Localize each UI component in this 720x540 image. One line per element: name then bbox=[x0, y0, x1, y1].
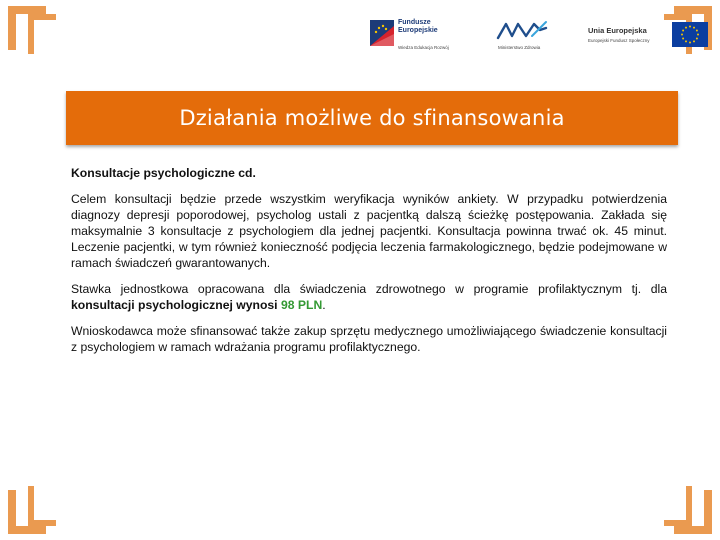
unit-rate-end: . bbox=[322, 298, 326, 312]
corner-bracket-bottom-left-inner bbox=[28, 486, 56, 526]
paragraph-consultation-goal: Celem konsultacji będzie przede wszystkim weryfikacja wyników ankiety. W przypadku potwierdzenia diagnozy depresji poporodowej, psycholog ustali z pacjentką dalszą ścieżkę postępowania. Zakłada się maksymalnie 3 konsultacje z psychologiem dla jednej pacjentki. Konsultacja powinna trwać ok. 45 minut. Leczenie pacjentki, w tym również konieczność podjęcia leczenia farmakologicznego, będzie podejmowane w ramach świadczeń gwarantowanych. bbox=[71, 192, 667, 270]
paragraph-equipment: Wnioskodawca może sfinansować także zakup sprzętu medycznego umożliwiającego świadczenie konsultacji z psychologiem w ramach wdrażania programu profilaktycznego. bbox=[71, 324, 667, 354]
european-funds-line2: Europejskie bbox=[398, 27, 438, 34]
slide-title: Działania możliwe do sfinansowania bbox=[179, 106, 565, 130]
unit-rate-amount: 98 PLN bbox=[280, 298, 323, 312]
title-banner bbox=[66, 91, 678, 145]
corner-bracket-top-left-inner bbox=[28, 14, 56, 54]
ministry-logo bbox=[496, 18, 556, 54]
ministry-wave-icon bbox=[496, 18, 548, 44]
slide-content bbox=[71, 165, 667, 365]
european-funds-line1: Fundusze bbox=[398, 19, 431, 26]
ministry-subtitle: Ministerstwo Zdrowia bbox=[498, 45, 541, 50]
european-funds-icon bbox=[370, 20, 394, 46]
section-subheading: Konsultacje psychologiczne cd. bbox=[71, 166, 256, 180]
eu-flag-icon bbox=[672, 22, 708, 47]
eu-subtitle: Europejski Fundusz Społeczny bbox=[588, 38, 650, 43]
european-funds-name bbox=[398, 19, 438, 35]
eu-title: Unia Europejska bbox=[588, 26, 647, 35]
logo-strip bbox=[366, 14, 712, 58]
european-funds-subtitle: Wiedza Edukacja Rozwój bbox=[398, 45, 449, 50]
european-funds-logo bbox=[370, 18, 486, 54]
eu-logo bbox=[588, 18, 710, 54]
corner-bracket-bottom-right-inner bbox=[664, 486, 692, 526]
unit-rate-text: Stawka jednostkowa opracowana dla świadczenia zdrowotnego w programie profilaktycznym tj. dla bbox=[71, 282, 667, 296]
unit-rate-bold-text: konsultacji psychologicznej wynosi bbox=[71, 298, 281, 312]
paragraph-unit-rate bbox=[71, 281, 667, 313]
